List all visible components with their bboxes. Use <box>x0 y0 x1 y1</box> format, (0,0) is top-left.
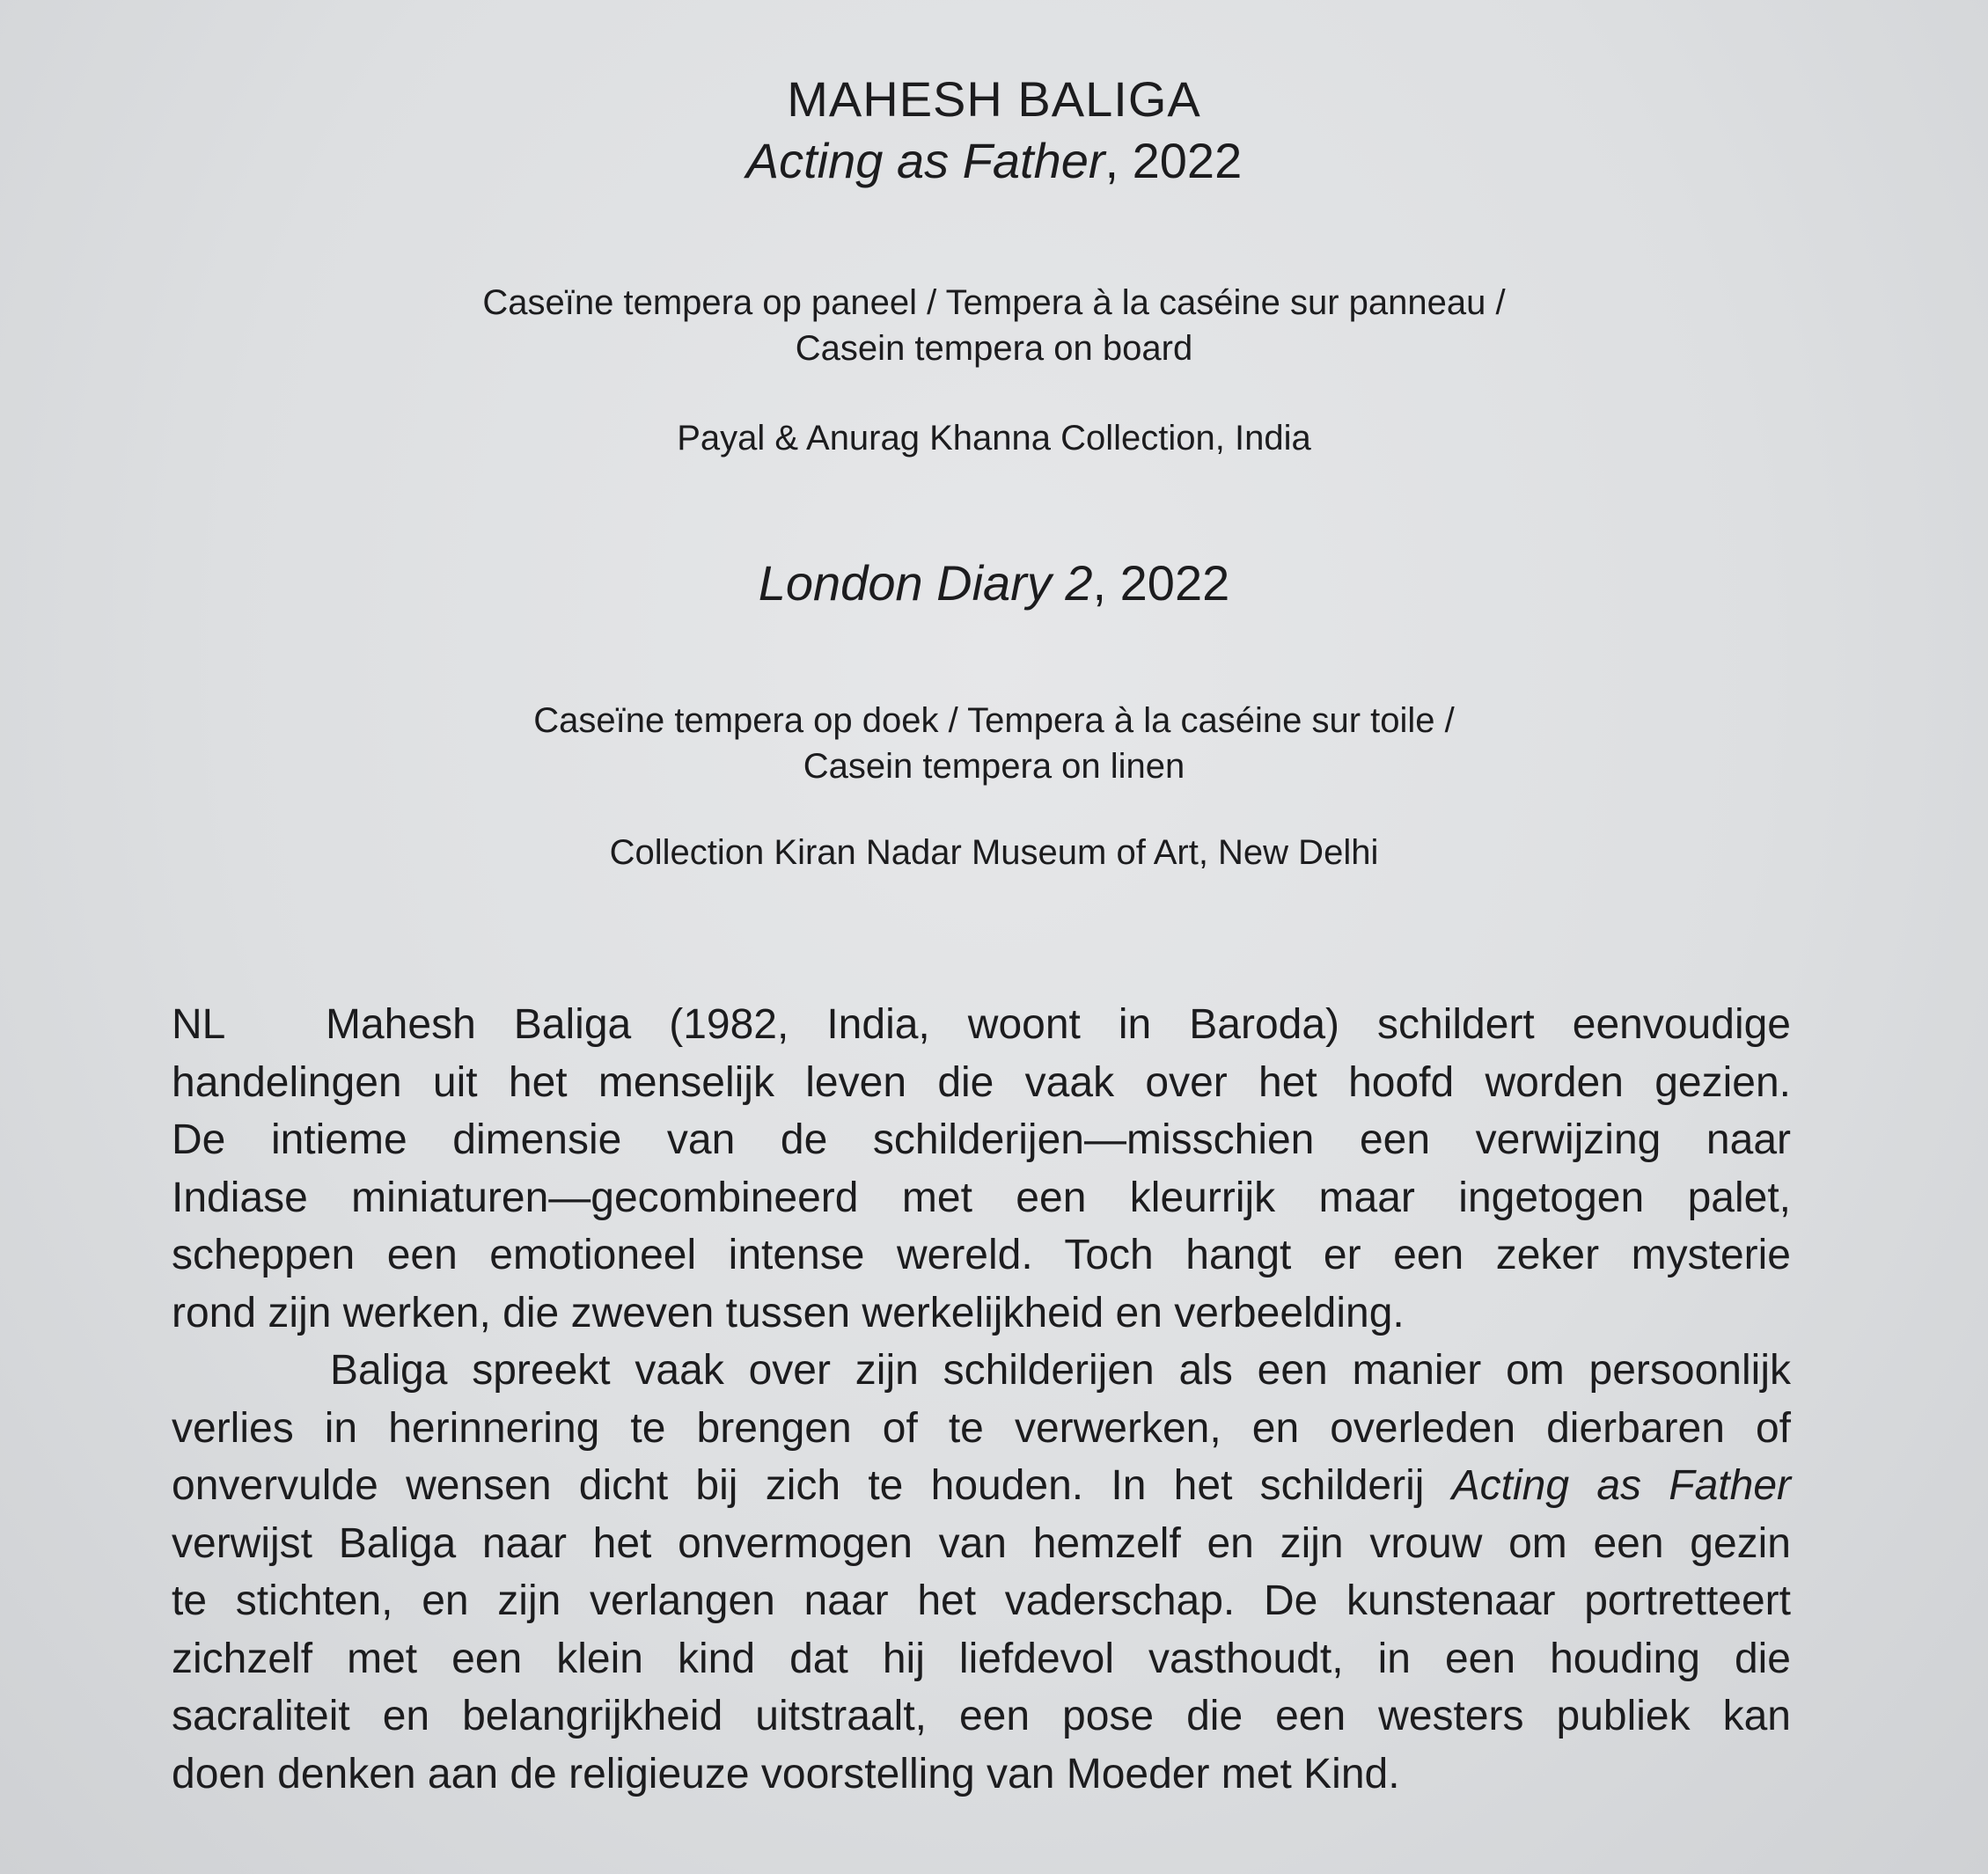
work-title-2-year: , 2022 <box>1092 555 1230 611</box>
work-title-1-year: , 2022 <box>1104 133 1243 188</box>
language-tag: NL <box>172 1001 226 1048</box>
description-line: Indiase miniaturen—gecombineerd met een kleurrijk maar ingetogen palet, <box>172 1174 1791 1221</box>
work-medium-1-line1: Caseïne tempera op paneel / Tempera à la caséine sur panneau / <box>482 283 1506 322</box>
description-line: De intieme dimensie van de schilderijen—misschien een verwijzing naar <box>172 1116 1791 1163</box>
description-text <box>172 996 1791 1803</box>
artist-name: MAHESH BALIGA <box>787 71 1201 127</box>
description-line: Baliga spreekt vaak over zijn schilderijen als een manier om persoonlijk <box>330 1347 1791 1394</box>
work-title-1 <box>0 130 1988 192</box>
work-title-2-name: London Diary 2 <box>758 555 1093 611</box>
work-title-2 <box>0 553 1988 614</box>
description-line: rond zijn werken, die zweven tussen werkelijkheid en verbeelding. <box>172 1289 1405 1336</box>
description-line: verlies in herinnering te brengen of te verwerken, en overleden dierbaren of <box>172 1404 1791 1452</box>
description-line: NL Mahesh Baliga (1982, India, woont in Baroda) schildert eenvoudige <box>172 996 1791 1054</box>
work-medium-2-line1: Caseïne tempera op doek / Tempera à la caséine sur toile / <box>533 701 1455 740</box>
work-medium-2-line2: Casein tempera on linen <box>803 747 1185 786</box>
work-medium-1 <box>0 280 1988 371</box>
work-title-1-name: Acting as Father <box>745 133 1105 188</box>
description-line: scheppen een emotioneel intense wereld. Toch hangt er een zeker mysterie <box>172 1232 1791 1278</box>
work-medium-1-line2: Casein tempera on board <box>795 329 1193 368</box>
description-line: te stichten, en zijn verlangen naar het vaderschap. De kunstenaar portretteert <box>172 1578 1791 1624</box>
work-collection-1: Payal & Anurag Khanna Collection, India <box>677 419 1311 458</box>
work-collection-2: Collection Kiran Nadar Museum of Art, New Delhi <box>609 833 1379 872</box>
description-line: sacraliteit en belangrijkheid uitstraalt, een pose die een westers publiek kan <box>172 1693 1791 1739</box>
work-medium-2 <box>0 698 1988 789</box>
description-line: zichzelf met een klein kind dat hij liefdevol vasthoudt, in een houding die <box>172 1635 1791 1682</box>
description-line: onvervulde wensen dicht bij zich te houden. In het schilderij Acting as Father <box>172 1462 1792 1509</box>
description-line: doen denken aan de religieuze voorstelling van Moeder met Kind. <box>172 1750 1400 1797</box>
artwork-title-reference: Acting as Father <box>1451 1462 1792 1509</box>
description-line: verwijst Baliga naar het onvermogen van hemzelf en zijn vrouw om een gezin <box>172 1519 1791 1567</box>
description-line: handelingen uit het menselijk leven die vaak over het hoofd worden gezien. <box>172 1058 1791 1106</box>
